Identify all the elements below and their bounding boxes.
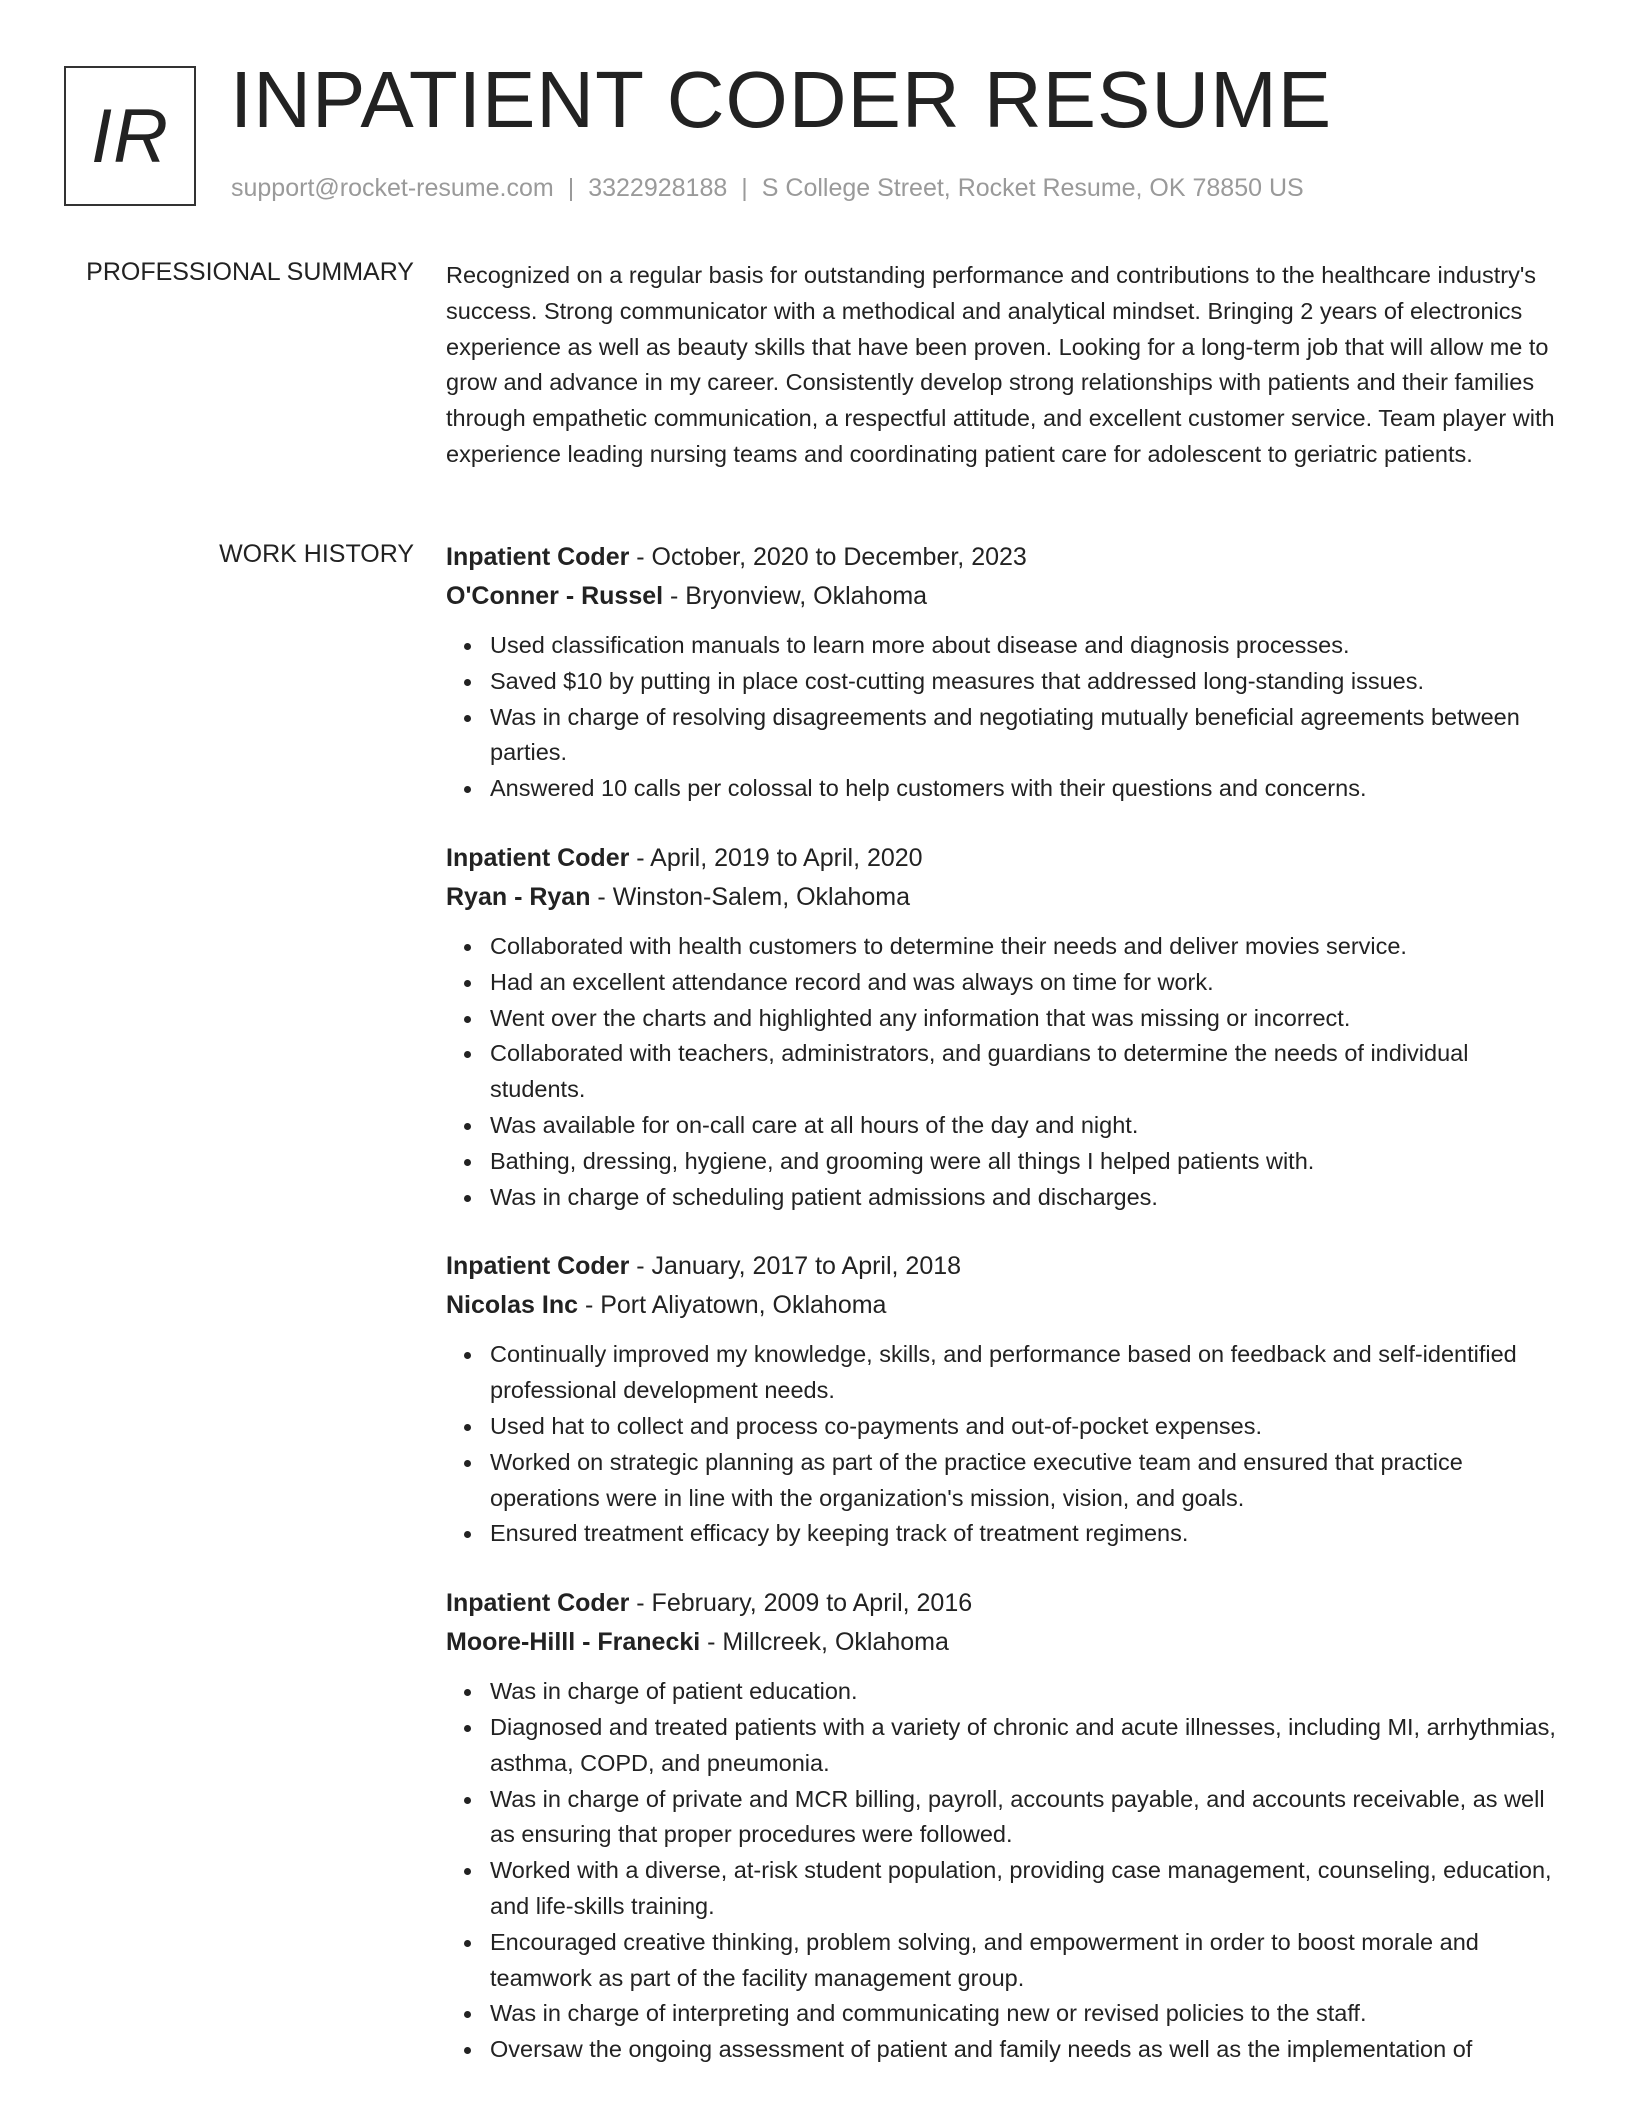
job-entry — [446, 1247, 1556, 1552]
resume-title: INPATIENT CODER RESUME — [230, 55, 1333, 144]
job-duty-item: Was available for on-call care at all hours of the day and night. — [490, 1108, 1556, 1144]
job-duties-list — [446, 1674, 1556, 2068]
job-location: - Winston-Salem, Oklahoma — [590, 882, 911, 911]
job-duty-item: Collaborated with teachers, administrators, and guardians to determine the needs of individual students. — [490, 1036, 1556, 1108]
job-title-line — [446, 538, 1556, 577]
job-location: - Millcreek, Oklahoma — [700, 1628, 949, 1657]
job-dates: - October, 2020 to December, 2023 — [629, 543, 1027, 571]
job-duty-item: Had an excellent attendance record and was always on time for work. — [490, 965, 1556, 1001]
job-duty-item: Saved $10 by putting in place cost-cutting measures that addressed long-standing issues. — [490, 664, 1556, 700]
job-duty-item: Continually improved my knowledge, skills, and performance based on feedback and self-identified professional development needs. — [490, 1337, 1556, 1409]
job-duty-item: Used hat to collect and process co-payments and out-of-pocket expenses. — [490, 1409, 1556, 1445]
job-duty-item: Worked on strategic planning as part of the practice executive team and ensured that practice operations were in line with the organization's mission, vision, and goals. — [490, 1445, 1556, 1517]
job-duty-item: Was in charge of private and MCR billing, payroll, accounts payable, and accounts receivable, as well as ensuring that proper procedures were followed. — [490, 1782, 1556, 1854]
job-duty-item: Went over the charts and highlighted any information that was missing or incorrect. — [490, 1001, 1556, 1037]
job-duty-item: Diagnosed and treated patients with a variety of chronic and acute illnesses, including MI, arrhythmias, asthma, COPD, and pneumonia. — [490, 1710, 1556, 1782]
job-duty-item: Was in charge of scheduling patient admissions and discharges. — [490, 1180, 1556, 1216]
job-entry — [446, 538, 1556, 807]
job-location: - Port Aliyatown, Oklahoma — [578, 1291, 887, 1320]
contact-info — [231, 174, 1304, 203]
job-entry — [446, 1584, 1556, 2068]
job-duty-item: Oversaw the ongoing assessment of patient and family needs as well as the implementation of — [490, 2032, 1556, 2068]
job-company: Moore-Hilll - Franecki — [446, 1628, 701, 1657]
contact-email[interactable]: support@rocket-resume.com — [231, 174, 554, 202]
professional-summary-heading: PROFESSIONAL SUMMARY — [86, 258, 414, 286]
job-title: Inpatient Coder — [446, 543, 630, 571]
job-dates: - January, 2017 to April, 2018 — [629, 1252, 962, 1281]
job-duty-item: Used classification manuals to learn more about disease and diagnosis processes. — [490, 628, 1556, 664]
job-title-line — [446, 1584, 1556, 1623]
contact-separator: | — [741, 174, 748, 202]
job-title: Inpatient Coder — [446, 1589, 630, 1618]
job-duty-item: Worked with a diverse, at-risk student population, providing case management, counseling, education, and life-skills training. — [490, 1853, 1556, 1925]
monogram-logo — [64, 66, 196, 206]
contact-phone[interactable]: 3322928188 — [588, 174, 728, 202]
job-duties-list — [446, 1337, 1556, 1552]
job-company-line — [446, 1623, 1556, 1662]
job-duty-item: Collaborated with health customers to determine their needs and deliver movies service. — [490, 929, 1556, 965]
contact-separator: | — [567, 174, 575, 202]
professional-summary-section — [446, 258, 1556, 473]
job-company: Ryan - Ryan — [446, 882, 591, 911]
job-title: Inpatient Coder — [446, 1252, 630, 1281]
job-dates: - February, 2009 to April, 2016 — [629, 1589, 973, 1618]
job-duties-list — [446, 628, 1556, 807]
job-duty-item: Was in charge of patient education. — [490, 1674, 1556, 1710]
job-company-line — [446, 1286, 1556, 1325]
monogram-text: IR — [91, 93, 169, 179]
job-location: - Bryonview, Oklahoma — [663, 582, 928, 610]
job-duty-item: Was in charge of interpreting and communicating new or revised policies to the staff. — [490, 1996, 1556, 2032]
job-title-line — [446, 1247, 1556, 1286]
work-history-section — [446, 538, 1556, 2100]
professional-summary-text: Recognized on a regular basis for outstanding performance and contributions to the healthcare industry's success. Strong communicator with a methodical and analytical mindset. Bringing 2 years of electronics experience as well as beauty skills that have been proven. Looking for a long-term job that will allow me to grow and advance in my career. Consistently develop strong relationships with patients and their families through empathetic communication, a respectful attitude, and excellent customer service. Team player with experience leading nursing teams and coordinating patient care for adolescent to geriatric patients. — [446, 262, 1555, 467]
job-duty-item: Bathing, dressing, hygiene, and grooming were all things I helped patients with. — [490, 1144, 1556, 1180]
job-company-line — [446, 577, 1556, 616]
job-duty-item: Was in charge of resolving disagreements and negotiating mutually beneficial agreements between parties. — [490, 700, 1556, 772]
job-duty-item: Encouraged creative thinking, problem solving, and empowerment in order to boost morale and teamwork as part of the facility management group. — [490, 1925, 1556, 1997]
job-entry — [446, 839, 1556, 1215]
job-duty-item: Ensured treatment efficacy by keeping track of treatment regimens. — [490, 1516, 1556, 1552]
work-history-heading: WORK HISTORY — [219, 540, 414, 568]
job-duty-item: Answered 10 calls per colossal to help customers with their questions and concerns. — [490, 771, 1556, 807]
job-company: O'Conner - Russel — [446, 582, 664, 610]
job-duties-list — [446, 929, 1556, 1215]
job-title-line — [446, 839, 1556, 878]
job-company: Nicolas Inc — [446, 1291, 578, 1320]
job-dates: - April, 2019 to April, 2020 — [629, 843, 923, 872]
job-company-line — [446, 878, 1556, 917]
job-title: Inpatient Coder — [446, 843, 630, 872]
contact-address: S College Street, Rocket Resume, OK 78850 US — [761, 174, 1304, 202]
